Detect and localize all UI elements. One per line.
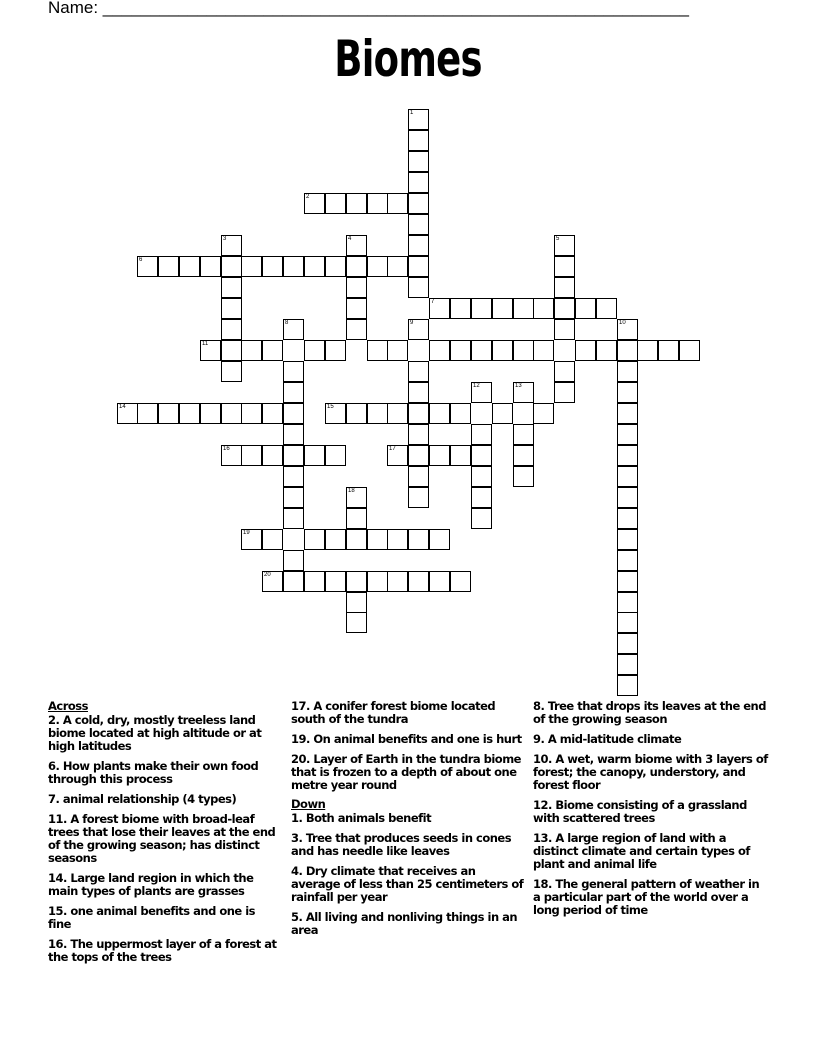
clue-text: How plants make their own food through this process bbox=[48, 759, 259, 786]
crossword-cell[interactable] bbox=[513, 298, 534, 319]
crossword-cell[interactable] bbox=[346, 193, 367, 214]
crossword-cell[interactable] bbox=[408, 151, 429, 172]
clue-number: 11. bbox=[48, 812, 67, 826]
clue-number: 16. bbox=[48, 937, 67, 951]
crossword-cell[interactable] bbox=[346, 529, 367, 550]
clue-number: 3. bbox=[291, 831, 303, 845]
crossword-cell[interactable] bbox=[346, 277, 367, 298]
clue-text: animal relationship (4 types) bbox=[59, 792, 237, 806]
crossword-cell[interactable] bbox=[408, 466, 429, 487]
crossword-cell[interactable] bbox=[283, 550, 304, 571]
crossword-cell[interactable] bbox=[471, 298, 492, 319]
crossword-cell[interactable] bbox=[408, 487, 429, 508]
clue-text: Large land region in which the main types of plants are grasses bbox=[48, 871, 254, 898]
crossword-cell[interactable] bbox=[408, 130, 429, 151]
crossword-cell[interactable] bbox=[325, 571, 346, 592]
crossword-cell[interactable] bbox=[554, 256, 575, 277]
clue-item bbox=[48, 813, 280, 865]
crossword-cell[interactable] bbox=[367, 340, 388, 361]
crossword-cell[interactable] bbox=[367, 256, 388, 277]
crossword-cell[interactable] bbox=[325, 340, 346, 361]
cell-number: 18 bbox=[348, 488, 355, 494]
crossword-cell[interactable] bbox=[617, 487, 638, 508]
crossword-cell[interactable] bbox=[221, 340, 242, 361]
col2-across-list bbox=[291, 700, 527, 792]
crossword-cell[interactable] bbox=[179, 403, 200, 424]
crossword-cell[interactable] bbox=[283, 424, 304, 445]
crossword-cell[interactable] bbox=[408, 172, 429, 193]
crossword-cell[interactable] bbox=[408, 193, 429, 214]
clue-text: The uppermost layer of a forest at the tops of the trees bbox=[48, 937, 277, 964]
clue-item bbox=[533, 878, 769, 917]
crossword-cell[interactable] bbox=[304, 445, 325, 466]
crossword-cell[interactable] bbox=[346, 612, 367, 633]
clue-number: 18. bbox=[533, 877, 552, 891]
crossword-cell[interactable] bbox=[596, 298, 617, 319]
crossword-cell[interactable] bbox=[408, 361, 429, 382]
crossword-cell[interactable] bbox=[408, 424, 429, 445]
cell-number: 16 bbox=[223, 446, 230, 452]
clue-item bbox=[291, 865, 527, 904]
clue-item bbox=[48, 793, 280, 806]
cell-number: 19 bbox=[243, 530, 250, 536]
crossword-cell[interactable] bbox=[367, 529, 388, 550]
crossword-cell[interactable] bbox=[408, 277, 429, 298]
crossword-cell[interactable] bbox=[408, 403, 429, 424]
crossword-cell[interactable] bbox=[158, 403, 179, 424]
clue-item bbox=[48, 714, 280, 753]
crossword-cell[interactable] bbox=[429, 529, 450, 550]
crossword-cell[interactable] bbox=[221, 403, 242, 424]
crossword-cell[interactable] bbox=[513, 466, 534, 487]
crossword-cell[interactable] bbox=[325, 445, 346, 466]
crossword-cell[interactable] bbox=[241, 403, 262, 424]
cell-number: 17 bbox=[389, 446, 396, 452]
crossword-cell[interactable] bbox=[408, 445, 429, 466]
cell-number: 13 bbox=[515, 383, 522, 389]
clue-text: Dry climate that receives an average of less than 25 centimeters of rainfall per year bbox=[291, 864, 524, 904]
clue-text: A wet, warm biome with 3 layers of forest; the canopy, understory, and forest floor bbox=[533, 752, 768, 792]
crossword-cell[interactable] bbox=[221, 256, 242, 277]
crossword-cell[interactable] bbox=[283, 403, 304, 424]
crossword-cell[interactable] bbox=[304, 340, 325, 361]
clue-text: Layer of Earth in the tundra biome that is frozen to a depth of about one metre year round bbox=[291, 752, 521, 792]
crossword-cell[interactable] bbox=[471, 340, 492, 361]
crossword-cell[interactable] bbox=[533, 298, 554, 319]
clue-text: Both animals benefit bbox=[302, 811, 432, 825]
crossword-cell[interactable] bbox=[241, 445, 262, 466]
clues-column-3 bbox=[533, 700, 769, 924]
clue-text: A cold, dry, mostly treeless land biome located at high altitude or at high latitudes bbox=[48, 713, 262, 753]
clue-number: 10. bbox=[533, 752, 552, 766]
clue-number: 8. bbox=[533, 699, 545, 713]
clue-number: 1. bbox=[291, 811, 303, 825]
crossword-cell[interactable] bbox=[283, 466, 304, 487]
clue-number: 14. bbox=[48, 871, 67, 885]
crossword-cell[interactable] bbox=[658, 340, 679, 361]
crossword-cell[interactable] bbox=[387, 403, 408, 424]
clue-item bbox=[48, 905, 280, 931]
clue-item bbox=[533, 733, 769, 746]
clue-text: Biome consisting of a grassland with scattered trees bbox=[533, 798, 747, 825]
clue-text: All living and nonliving things in an area bbox=[291, 910, 518, 937]
crossword-cell[interactable] bbox=[617, 654, 638, 675]
crossword-cell[interactable] bbox=[200, 403, 221, 424]
crossword-cell[interactable] bbox=[387, 256, 408, 277]
crossword-cell[interactable] bbox=[450, 340, 471, 361]
crossword-cell[interactable] bbox=[346, 571, 367, 592]
crossword-cell[interactable] bbox=[346, 256, 367, 277]
clues-column-2 bbox=[291, 700, 527, 944]
cell-number: 9 bbox=[410, 320, 414, 326]
crossword-cell[interactable] bbox=[471, 424, 492, 445]
crossword-cell[interactable] bbox=[617, 592, 638, 613]
crossword-cell[interactable] bbox=[617, 403, 638, 424]
crossword-cell[interactable] bbox=[387, 529, 408, 550]
crossword-cell[interactable] bbox=[325, 529, 346, 550]
crossword-cell[interactable] bbox=[367, 193, 388, 214]
down-heading: Down bbox=[291, 797, 326, 811]
clue-number: 9. bbox=[533, 732, 545, 746]
crossword-cell[interactable] bbox=[554, 319, 575, 340]
crossword-cell[interactable] bbox=[617, 445, 638, 466]
crossword-cell[interactable] bbox=[408, 571, 429, 592]
crossword-cell[interactable] bbox=[617, 633, 638, 654]
crossword-cell[interactable] bbox=[408, 235, 429, 256]
crossword-cell[interactable] bbox=[450, 403, 471, 424]
cell-number: 4 bbox=[348, 236, 352, 242]
cell-number: 12 bbox=[473, 383, 480, 389]
crossword-cell[interactable] bbox=[617, 612, 638, 633]
crossword-cell[interactable] bbox=[262, 340, 283, 361]
crossword-cell[interactable] bbox=[221, 319, 242, 340]
crossword-cell[interactable] bbox=[283, 508, 304, 529]
cell-number: 5 bbox=[556, 236, 560, 242]
crossword-cell[interactable] bbox=[617, 550, 638, 571]
clue-item bbox=[48, 938, 280, 964]
crossword-cell[interactable] bbox=[408, 382, 429, 403]
crossword-cell[interactable] bbox=[325, 256, 346, 277]
crossword-cell[interactable] bbox=[617, 466, 638, 487]
crossword-cell[interactable] bbox=[513, 424, 534, 445]
crossword-cell[interactable] bbox=[283, 445, 304, 466]
crossword-cell[interactable] bbox=[617, 675, 638, 696]
crossword-cell[interactable] bbox=[158, 256, 179, 277]
clue-text: one animal benefits and one is fine bbox=[48, 904, 256, 931]
crossword-cell[interactable] bbox=[450, 445, 471, 466]
crossword-cell[interactable] bbox=[283, 571, 304, 592]
clue-item bbox=[48, 760, 280, 786]
clue-number: 15. bbox=[48, 904, 67, 918]
across-heading: Across bbox=[48, 699, 88, 713]
col2-down-list bbox=[291, 812, 527, 937]
cell-number: 3 bbox=[223, 236, 227, 242]
crossword-cell[interactable] bbox=[304, 571, 325, 592]
crossword-cell[interactable] bbox=[346, 298, 367, 319]
clue-text: Tree that produces seeds in cones and has needle like leaves bbox=[291, 831, 512, 858]
crossword-cell[interactable] bbox=[408, 529, 429, 550]
clue-item bbox=[291, 812, 527, 825]
clue-text: A conifer forest biome located south of the tundra bbox=[291, 699, 496, 726]
crossword-cell[interactable] bbox=[450, 298, 471, 319]
cell-number: 14 bbox=[119, 404, 126, 410]
clue-item bbox=[533, 753, 769, 792]
crossword-cell[interactable] bbox=[241, 340, 262, 361]
cell-number: 20 bbox=[264, 572, 271, 578]
crossword-cell[interactable] bbox=[262, 403, 283, 424]
crossword-cell[interactable] bbox=[283, 382, 304, 403]
crossword-cell[interactable] bbox=[617, 508, 638, 529]
crossword-cell[interactable] bbox=[596, 340, 617, 361]
crossword-cell[interactable] bbox=[492, 403, 513, 424]
crossword-cell[interactable] bbox=[304, 529, 325, 550]
clue-text: Tree that drops its leaves at the end of the growing season bbox=[533, 699, 766, 726]
crossword-cell[interactable] bbox=[346, 592, 367, 613]
cell-number: 10 bbox=[619, 320, 626, 326]
crossword-cell[interactable] bbox=[513, 340, 534, 361]
clue-number: 4. bbox=[291, 864, 303, 878]
cell-number: 11 bbox=[202, 341, 209, 347]
clue-item bbox=[48, 872, 280, 898]
crossword-cell[interactable] bbox=[617, 340, 638, 361]
crossword-cell[interactable] bbox=[554, 382, 575, 403]
crossword-cell[interactable] bbox=[533, 403, 554, 424]
crossword-cell[interactable] bbox=[513, 445, 534, 466]
cell-number: 7 bbox=[431, 299, 435, 305]
crossword-cell[interactable] bbox=[471, 508, 492, 529]
crossword-cell[interactable] bbox=[429, 445, 450, 466]
crossword-cell[interactable] bbox=[492, 340, 513, 361]
crossword-cell[interactable] bbox=[617, 571, 638, 592]
crossword-cell[interactable] bbox=[367, 571, 388, 592]
crossword-cell[interactable] bbox=[637, 340, 658, 361]
clue-text: The general pattern of weather in a particular part of the world over a long period of time bbox=[533, 877, 760, 917]
clue-text: A forest biome with broad-leaf trees that lose their leaves at the end of the growing season; has distinct seasons bbox=[48, 812, 276, 865]
cell-number: 6 bbox=[139, 257, 143, 263]
crossword-cell[interactable] bbox=[262, 256, 283, 277]
crossword-cell[interactable] bbox=[575, 340, 596, 361]
crossword-cell[interactable] bbox=[471, 487, 492, 508]
crossword-cell[interactable] bbox=[617, 424, 638, 445]
crossword-cell[interactable] bbox=[241, 256, 262, 277]
clue-text: A mid-latitude climate bbox=[544, 732, 682, 746]
crossword-cell[interactable] bbox=[179, 256, 200, 277]
clue-number: 13. bbox=[533, 831, 552, 845]
crossword-cell[interactable] bbox=[283, 487, 304, 508]
crossword-cell[interactable] bbox=[221, 361, 242, 382]
crossword-cell[interactable] bbox=[283, 256, 304, 277]
puzzle-title: Biomes bbox=[334, 30, 482, 88]
crossword-cell[interactable] bbox=[554, 298, 575, 319]
crossword-cell[interactable] bbox=[450, 571, 471, 592]
clue-item bbox=[533, 700, 769, 726]
cell-number: 1 bbox=[410, 110, 414, 116]
crossword-cell[interactable] bbox=[429, 571, 450, 592]
clue-item bbox=[291, 832, 527, 858]
crossword-cell[interactable] bbox=[471, 466, 492, 487]
crossword-cell[interactable] bbox=[533, 340, 554, 361]
crossword-cell[interactable] bbox=[346, 403, 367, 424]
crossword-cell[interactable] bbox=[554, 361, 575, 382]
clue-text: On animal benefits and one is hurt bbox=[309, 732, 522, 746]
crossword-cell[interactable] bbox=[387, 193, 408, 214]
clue-number: 12. bbox=[533, 798, 552, 812]
crossword-cell[interactable] bbox=[262, 445, 283, 466]
clue-item bbox=[291, 700, 527, 726]
crossword-cell[interactable] bbox=[408, 214, 429, 235]
clue-number: 7. bbox=[48, 792, 60, 806]
crossword-cell[interactable] bbox=[617, 529, 638, 550]
clue-item bbox=[291, 753, 527, 792]
crossword-cell[interactable] bbox=[429, 340, 450, 361]
crossword-cell[interactable] bbox=[304, 256, 325, 277]
crossword-cell[interactable] bbox=[346, 508, 367, 529]
crossword-cell[interactable] bbox=[429, 403, 450, 424]
clues-column-1 bbox=[48, 700, 280, 971]
clue-item bbox=[533, 832, 769, 871]
crossword-cell[interactable] bbox=[283, 361, 304, 382]
crossword-cell[interactable] bbox=[679, 340, 700, 361]
crossword-cell[interactable] bbox=[367, 403, 388, 424]
clue-number: 5. bbox=[291, 910, 303, 924]
crossword-cell[interactable] bbox=[387, 340, 408, 361]
crossword-cell[interactable] bbox=[221, 298, 242, 319]
clue-number: 17. bbox=[291, 699, 310, 713]
col3-list bbox=[533, 700, 769, 917]
cell-number: 15 bbox=[327, 404, 334, 410]
crossword-cell[interactable] bbox=[387, 571, 408, 592]
clue-item bbox=[533, 799, 769, 825]
clue-number: 19. bbox=[291, 732, 310, 746]
crossword-cell[interactable] bbox=[137, 403, 158, 424]
clue-text: A large region of land with a distinct climate and certain types of plant and animal life bbox=[533, 831, 750, 871]
name-field-label: Name: ______________________________________________________________ bbox=[48, 0, 689, 17]
clue-item bbox=[291, 911, 527, 937]
clue-number: 20. bbox=[291, 752, 310, 766]
col1-list bbox=[48, 714, 280, 964]
clue-item bbox=[291, 733, 527, 746]
crossword-cell[interactable] bbox=[221, 277, 242, 298]
crossword-cell[interactable] bbox=[408, 256, 429, 277]
cell-number: 8 bbox=[285, 320, 289, 326]
crossword-cell[interactable] bbox=[492, 298, 513, 319]
clue-number: 2. bbox=[48, 713, 60, 727]
cell-number: 2 bbox=[306, 194, 310, 200]
crossword-cell[interactable] bbox=[554, 277, 575, 298]
crossword-cell[interactable] bbox=[346, 319, 367, 340]
crossword-cell[interactable] bbox=[200, 256, 221, 277]
crossword-cell[interactable] bbox=[617, 382, 638, 403]
crossword-cell[interactable] bbox=[325, 193, 346, 214]
clue-number: 6. bbox=[48, 759, 60, 773]
crossword-cell[interactable] bbox=[575, 298, 596, 319]
crossword-cell[interactable] bbox=[617, 361, 638, 382]
crossword-cell[interactable] bbox=[262, 529, 283, 550]
crossword-cell[interactable] bbox=[471, 445, 492, 466]
